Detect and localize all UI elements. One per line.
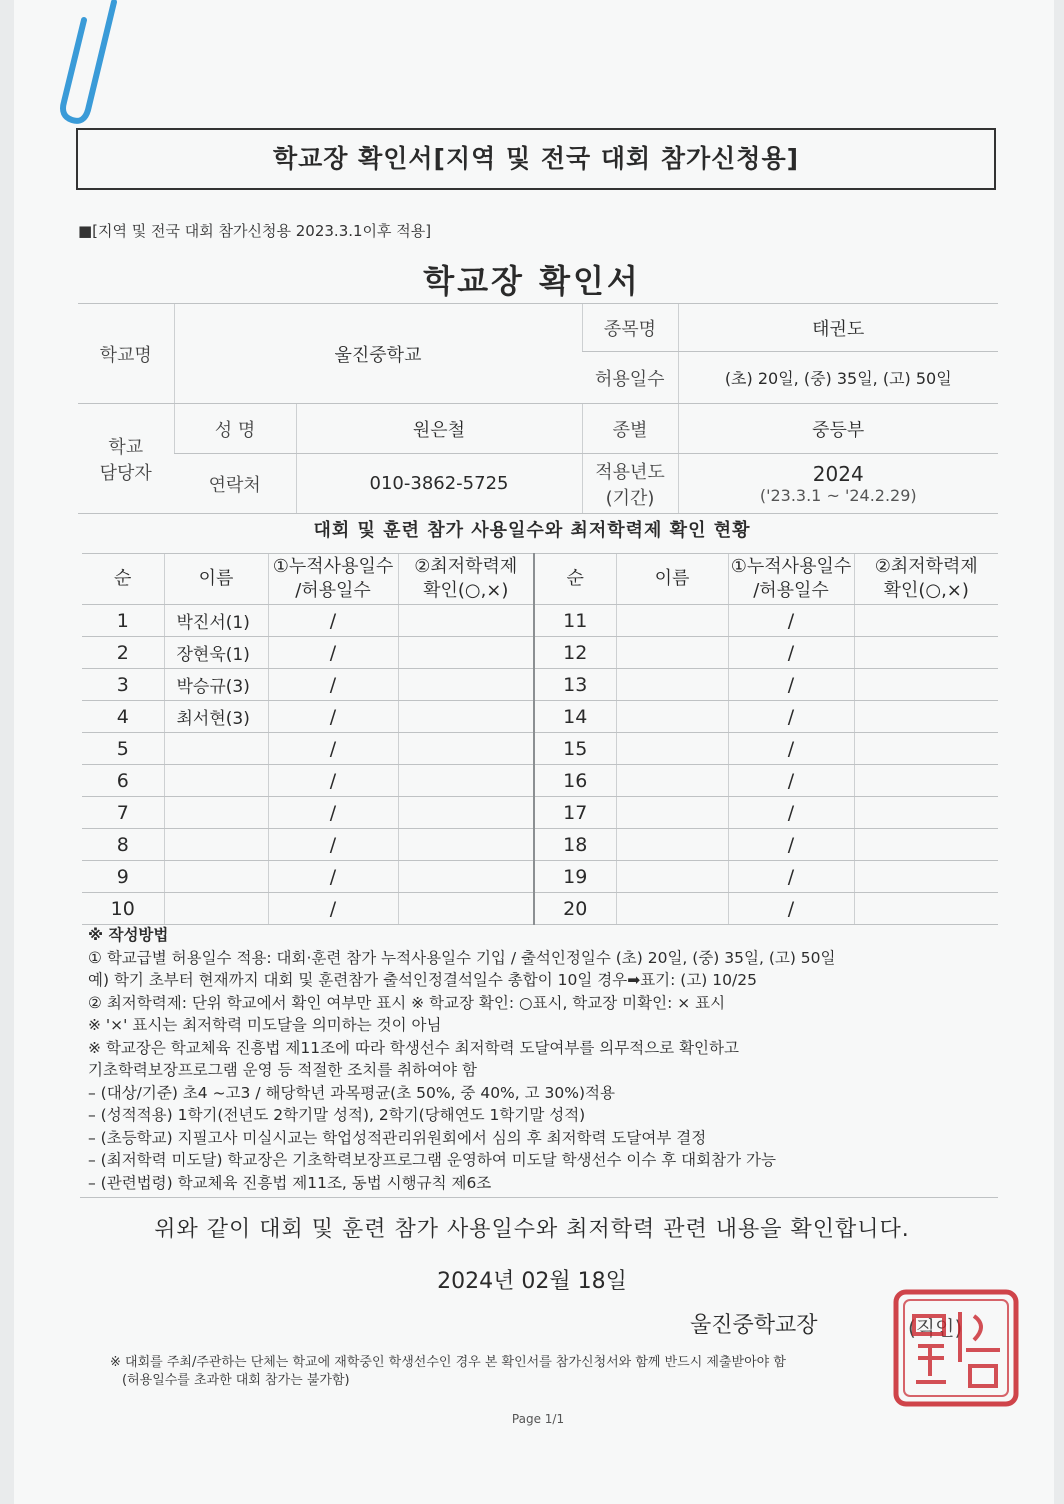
info-table [78,303,998,514]
col-days-line1: ①누적사용일수 [730,556,852,577]
col-days-right [728,554,854,605]
col-days-line1: ①누적사용일수 [272,556,394,577]
col-no: 순 [82,554,164,605]
official-seal-stamp [890,1286,1022,1410]
row-name [616,797,728,829]
row-check [854,733,998,765]
row-check [398,637,534,669]
footer-note [110,1354,786,1390]
row-name [616,605,728,637]
instruction-line: – (대상/기준) 초4 ~고3 / 해당학년 과목평균(초 50%, 중 40%, 고 30%)적용 [88,1083,615,1102]
row-no: 11 [534,605,616,637]
confirmation-statement: 위와 같이 대회 및 훈련 참가 사용일수와 최저학력 관련 내용을 확인합니다. [154,1217,910,1242]
name-value: 원은철 [296,404,582,454]
row-name [616,733,728,765]
row-name [164,829,268,861]
col-name: 이름 [164,554,268,605]
table-row [82,605,998,637]
row-check [398,733,534,765]
row-no: 7 [82,797,164,829]
footer-note-line: ※ 대회를 주최/주관하는 단체는 학교에 재학중인 학생선수인 경우 본 확인서를 참가신청서와 함께 반드시 제출받아야 함 [110,1355,786,1370]
instruction-line: ※ '×' 표시는 최저학력 미도달을 의미하는 것이 아님 [88,1016,442,1034]
row-no: 3 [82,669,164,701]
page-title: 학교장 확인서 [423,262,641,300]
row-no: 16 [534,765,616,797]
row-no: 18 [534,829,616,861]
row-name: 박진서(1) [164,605,268,637]
col-check-line2: 확인(○,×) [883,580,969,601]
table-row [82,637,998,669]
row-check [398,797,534,829]
col-days-line2: /허용일수 [295,580,371,601]
row-no: 5 [82,733,164,765]
row-check [854,861,998,893]
table-row [82,829,998,861]
row-no: 6 [82,765,164,797]
row-days: / [268,765,398,797]
row-days: / [268,637,398,669]
row-days: / [268,797,398,829]
row-check [398,829,534,861]
row-no: 4 [82,701,164,733]
instructions [88,924,988,1194]
row-days: / [268,669,398,701]
confirmation-date: 2024년 02월 18일 [437,1269,627,1294]
row-name [616,701,728,733]
instruction-line: 예) 학기 초부터 현재까지 대회 및 훈련참가 출석인정결석일수 총합이 10일 경우➡표기: (고) 10/25 [88,971,757,989]
instructions-heading: ※ 작성방법 [88,926,169,944]
instruction-line: – (관련법령) 학교체육 진흥법 제11조, 동법 시행규칙 제6조 [88,1173,492,1192]
event-value: 태권도 [678,304,998,352]
table-row [82,765,998,797]
row-days: / [268,701,398,733]
row-days: / [268,829,398,861]
year-cell [678,454,998,514]
row-days: / [268,861,398,893]
row-name [164,893,268,925]
row-check [854,701,998,733]
table-row [82,893,998,925]
row-name [164,861,268,893]
row-days: / [728,733,854,765]
row-no: 8 [82,829,164,861]
row-name [616,893,728,925]
allowed-days-label: 허용일수 [582,352,678,404]
footer-note-line: (허용일수를 초과한 대회 참가는 불가함) [122,1373,350,1388]
row-name: 최서현(3) [164,701,268,733]
col-check [398,554,534,605]
row-days: / [728,829,854,861]
row-name [616,829,728,861]
roster-section-title: 대회 및 훈련 참가 사용일수와 최저학력제 확인 현황 [313,520,751,541]
instruction-line: ※ 학교장은 학교체육 진흥법 제11조에 따라 학생선수 최저학력 도달여부를 의무적으로 확인하고 [88,1038,739,1057]
row-days: / [268,605,398,637]
row-no: 10 [82,893,164,925]
row-name [616,861,728,893]
year-label [582,454,678,514]
row-days: / [728,637,854,669]
applicability-note: ■[지역 및 전국 대회 참가신청용 2023.3.1이후 적용] [78,222,432,240]
row-no: 15 [534,733,616,765]
row-check [854,637,998,669]
row-check [854,765,998,797]
row-name: 장현욱(1) [164,637,268,669]
row-no: 20 [534,893,616,925]
page-number: Page 1/1 [511,1412,565,1426]
school-value: 울진중학교 [174,304,582,404]
table-row [82,861,998,893]
phone-label: 연락처 [174,454,296,514]
year-value: 2024 [812,462,864,486]
col-no-right: 순 [534,554,616,605]
row-no: 14 [534,701,616,733]
instruction-line: ① 학교급별 허용일수 적용: 대회·훈련 참가 누적사용일수 기입 / 출석인정일수 (초) 20일, (중) 35일, (고) 50일 [88,948,836,967]
row-name [164,797,268,829]
row-no: 17 [534,797,616,829]
row-name: 박승규(3) [164,669,268,701]
row-check [854,829,998,861]
allowed-days-value: (초) 20일, (중) 35일, (고) 50일 [678,352,998,404]
division-label: 종별 [582,404,678,454]
col-days-line2: /허용일수 [753,580,829,601]
row-check [398,861,534,893]
row-days: / [728,765,854,797]
row-days: / [728,797,854,829]
instruction-line: 기초학력보장프로그램 운영 등 적절한 조치를 취하여야 함 [88,1061,477,1079]
instruction-line: – (성적적용) 1학기(전년도 2학기말 성적), 2학기(당해연도 1학기말 성적) [88,1106,586,1124]
table-row [82,701,998,733]
row-name [616,765,728,797]
seal-label: (직인) [908,1316,963,1340]
row-check [854,893,998,925]
row-no: 13 [534,669,616,701]
row-check [854,605,998,637]
row-no: 12 [534,637,616,669]
roster-table [82,553,998,925]
row-check [398,669,534,701]
col-check-line1: ②최저학력제 [414,556,518,577]
row-no: 1 [82,605,164,637]
event-label: 종목명 [582,304,678,352]
instruction-line: ② 최저학력제: 단위 학교에서 확인 여부만 표시 ※ 학교장 확인: ○표시, 학교장 미확인: × 표시 [88,993,726,1012]
year-period: ('23.3.1 ~ '24.2.29) [759,486,917,505]
row-no: 2 [82,637,164,669]
principal-name: 울진중학교장 [690,1313,818,1338]
divider [80,1197,998,1198]
row-name [616,669,728,701]
col-check-line1: ②최저학력제 [874,556,978,577]
row-days: / [728,701,854,733]
table-row [82,733,998,765]
row-name [164,733,268,765]
instruction-line: – (최저학력 미도달) 학교장은 기초학력보장프로그램 운영하여 미도달 학생선수 이수 후 대회참가 가능 [88,1151,776,1169]
table-row [82,669,998,701]
table-row [82,797,998,829]
name-label: 성 명 [174,404,296,454]
document-box-title: 학교장 확인서[지역 및 전국 대회 참가신청용] [76,128,996,190]
row-days: / [728,893,854,925]
contact-label [78,404,174,514]
row-no: 9 [82,861,164,893]
contact-label-line2: 담당자 [99,462,152,484]
col-name-right: 이름 [616,554,728,605]
division-value: 중등부 [678,404,998,454]
row-days: / [268,733,398,765]
row-check [398,701,534,733]
row-days: / [728,861,854,893]
year-label-line2: (기간) [605,487,655,509]
row-days: / [728,669,854,701]
row-check [398,765,534,797]
row-no: 19 [534,861,616,893]
instruction-line: – (초등학교) 지필고사 미실시교는 학업성적관리위원회에서 심의 후 최저학력 도달여부 결정 [88,1128,707,1147]
paperclip-icon [44,0,124,130]
col-days [268,554,398,605]
row-days: / [268,893,398,925]
roster-body [82,605,998,925]
row-name [616,637,728,669]
row-name [164,765,268,797]
row-check [854,669,998,701]
row-check [398,605,534,637]
school-label: 학교명 [78,304,174,404]
row-check [398,893,534,925]
row-check [854,797,998,829]
row-days: / [728,605,854,637]
phone-value: 010-3862-5725 [296,454,582,514]
col-check-line2: 확인(○,×) [423,580,509,601]
contact-label-line1: 학교 [108,436,144,458]
year-label-line1: 적용년도 [595,461,665,483]
col-check-right [854,554,998,605]
